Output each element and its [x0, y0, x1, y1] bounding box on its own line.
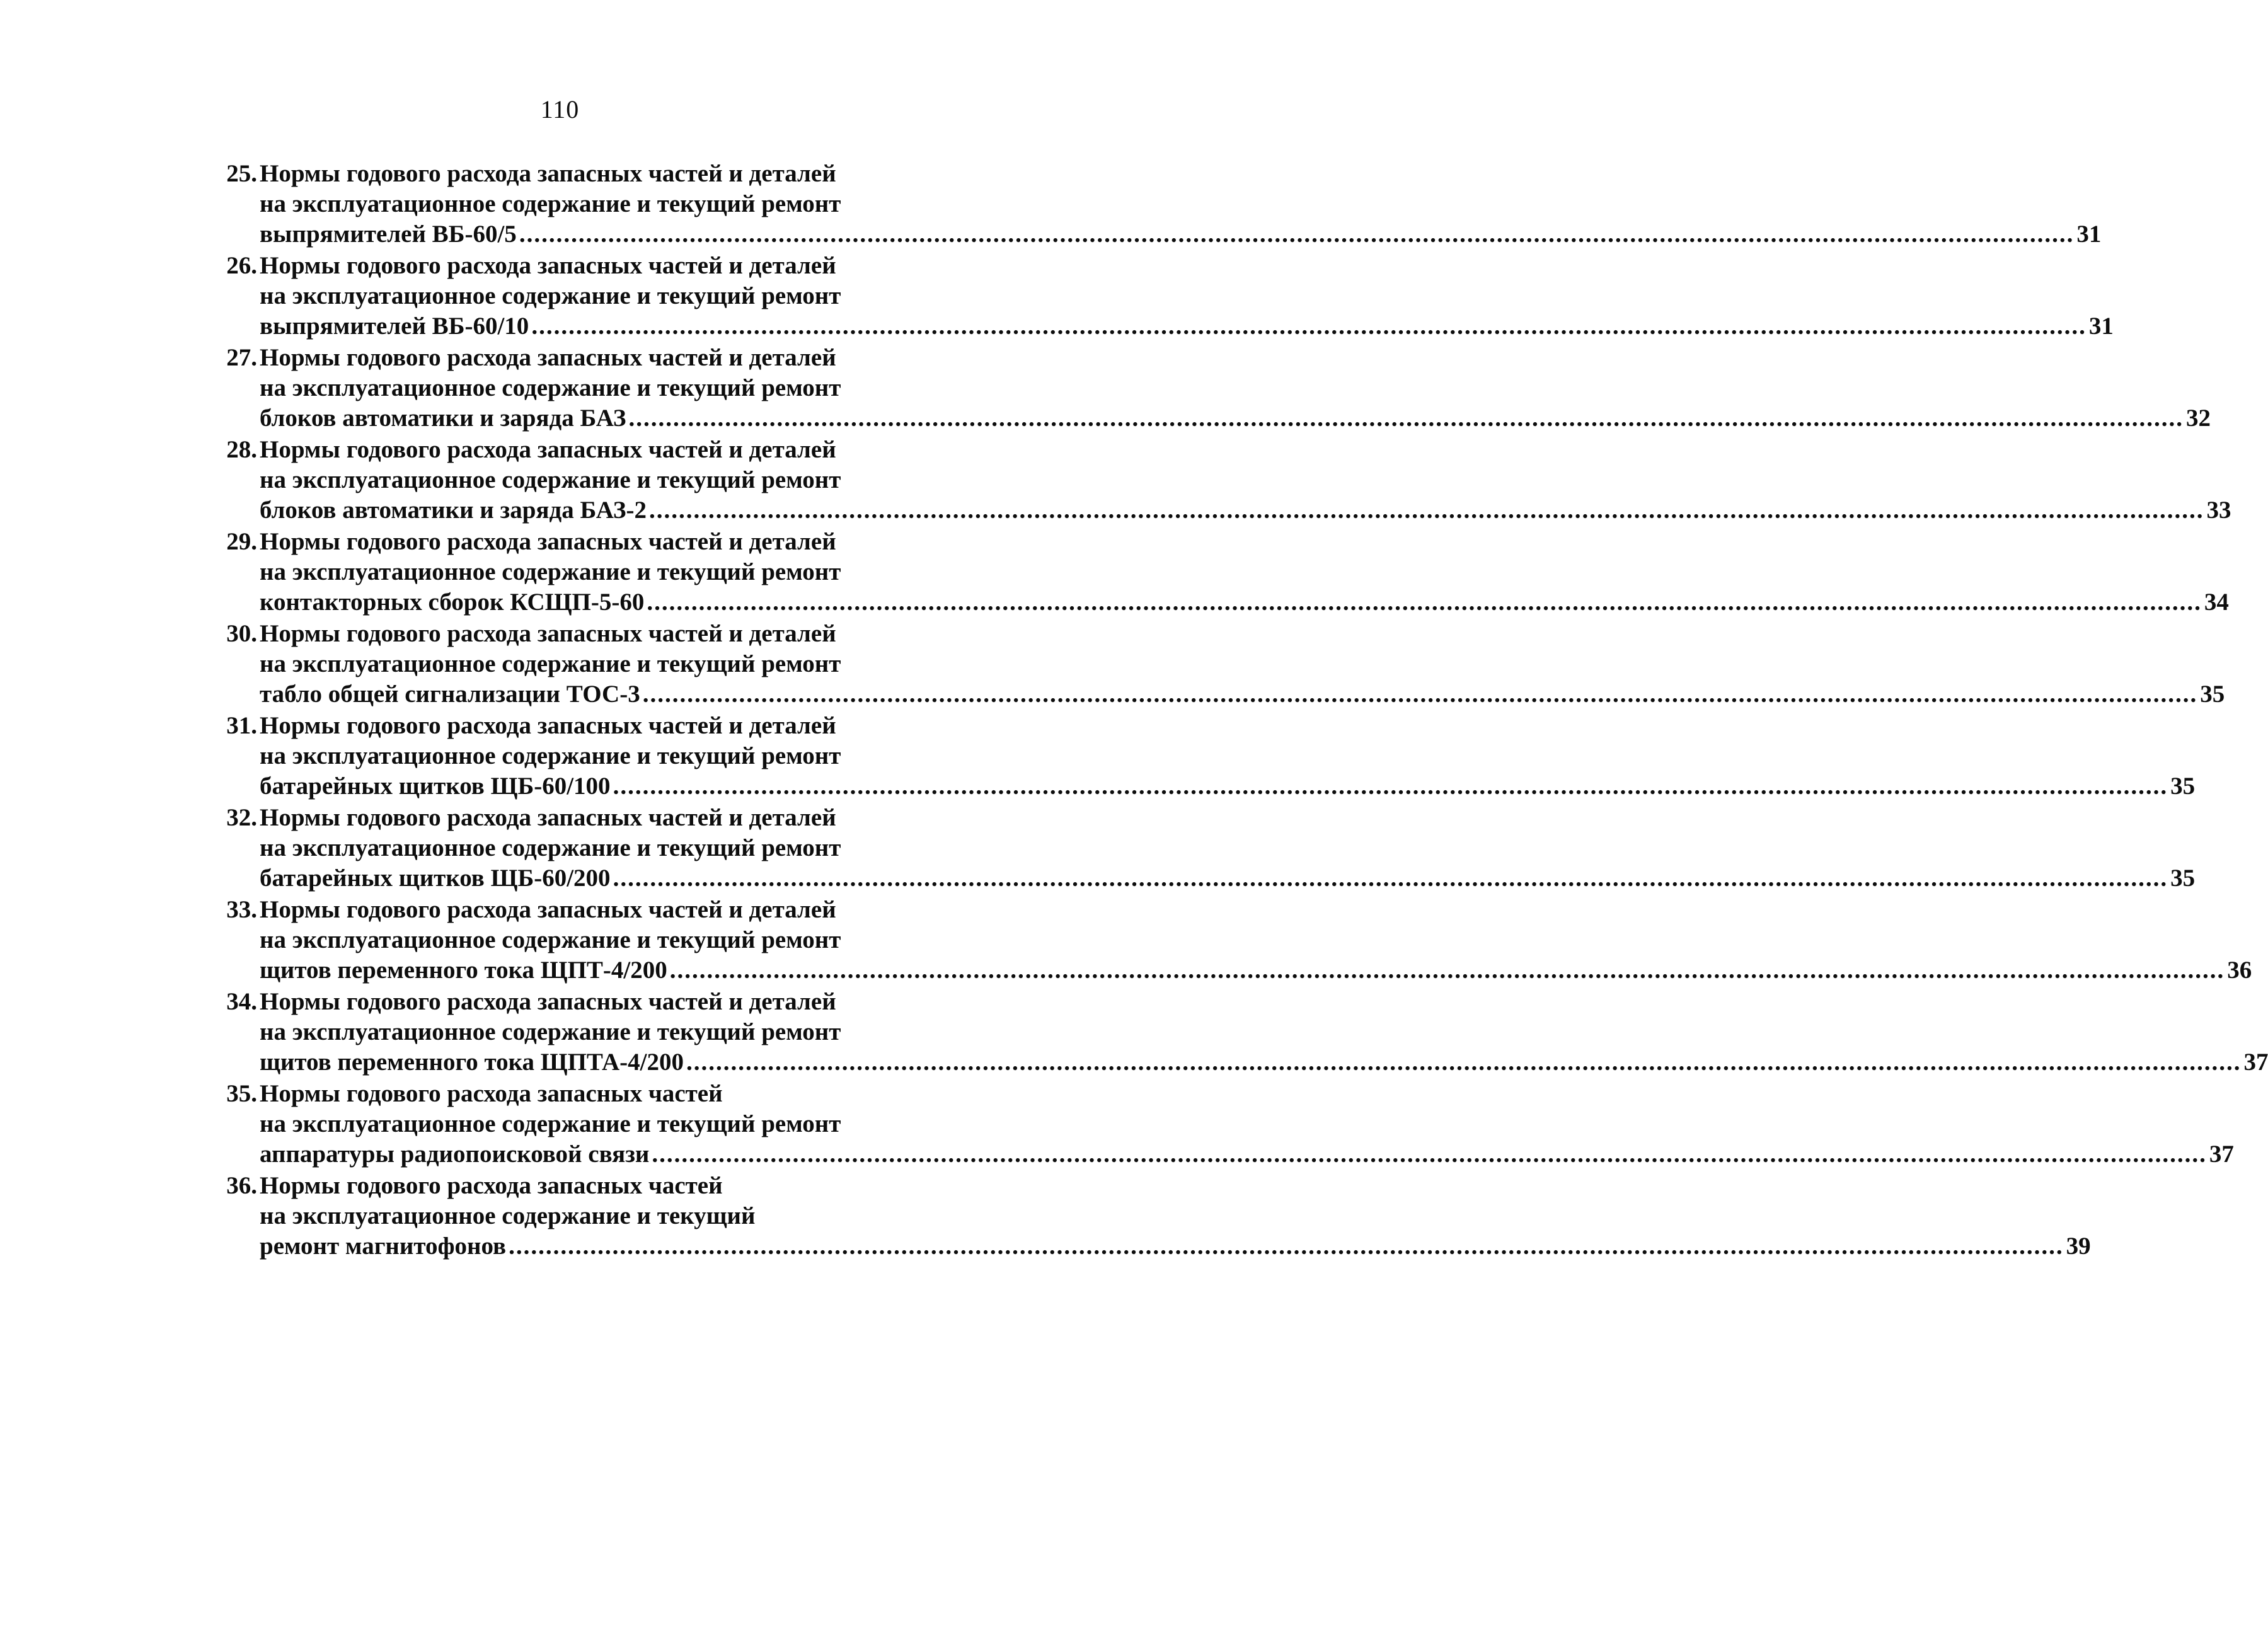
toc-entry-title-last: ремонт магнитофонов	[260, 1233, 507, 1260]
toc-entry-page: 33	[2206, 497, 2231, 524]
toc-entry	[226, 527, 2229, 618]
toc-entry-title-line: Нормы годового расхода запасных частей и деталей	[260, 804, 836, 831]
toc-leader-dots	[629, 403, 2184, 434]
toc-entry-last-line	[260, 311, 2114, 342]
toc-entry-title-line: на эксплуатационное содержание и текущий ремонт	[260, 190, 841, 217]
page-number: 110	[540, 95, 580, 124]
toc-entry-title-line: Нормы годового расхода запасных частей	[260, 1172, 723, 1199]
toc-entry-number: 29.	[226, 528, 257, 555]
toc-leader-dots	[613, 771, 2168, 802]
toc-entry-title-line: Нормы годового расхода запасных частей и деталей	[260, 712, 836, 739]
toc-entry-body	[260, 711, 2195, 802]
toc-entry-number: 25.	[226, 160, 257, 187]
toc-entry-title-line: Нормы годового расхода запасных частей и деталей	[260, 344, 836, 371]
toc-entry-last-line	[260, 1139, 2234, 1170]
toc-entry-title-last: табло общей сигнализации ТОС-3	[260, 681, 640, 708]
toc-entry	[226, 343, 2211, 434]
toc-entry-body	[260, 251, 2114, 342]
toc-entry-title-last: блоков автоматики и заряда БАЗ-2	[260, 497, 647, 524]
toc-entry-title-line: Нормы годового расхода запасных частей и деталей	[260, 436, 836, 463]
toc-leader-dots	[519, 219, 2075, 250]
toc-entry-page: 36	[2227, 957, 2252, 984]
toc-entry-body	[260, 803, 2195, 894]
toc-entry-title-last: щитов переменного тока ЩПТА-4/200	[260, 1049, 684, 1076]
toc-entry	[226, 435, 2231, 526]
toc-entry-body	[260, 895, 2252, 986]
toc-entry-title-last: выпрямителей ВБ-60/10	[260, 313, 529, 340]
toc-entry-number: 32.	[226, 804, 257, 831]
toc-entry-title-last: батарейных щитков ЩБ-60/100	[260, 773, 611, 800]
toc-entry-title-last: блоков автоматики и заряда БАЗ	[260, 405, 626, 432]
toc-entry-number: 28.	[226, 436, 257, 463]
toc-entry-page: 37	[2243, 1049, 2268, 1076]
toc-entry	[226, 159, 2102, 250]
toc-leader-dots	[652, 1139, 2207, 1170]
toc-leader-dots	[686, 1047, 2242, 1078]
toc-entry-title-line: Нормы годового расхода запасных частей и деталей	[260, 620, 836, 647]
toc-entry-page: 31	[2076, 221, 2102, 248]
toc-entry-last-line	[260, 679, 2225, 710]
toc-entry-title-last: батарейных щитков ЩБ-60/200	[260, 865, 611, 892]
toc-entry	[226, 619, 2225, 710]
toc-entry-number: 30.	[226, 620, 257, 647]
toc-entry-title-line: Нормы годового расхода запасных частей и деталей	[260, 528, 836, 555]
toc-entry-last-line	[260, 771, 2195, 802]
toc-entries	[226, 159, 2268, 1262]
toc-entry-number: 33.	[226, 896, 257, 923]
toc-entry-last-line	[260, 403, 2211, 434]
toc-entry-last-line	[260, 587, 2229, 618]
toc-leader-dots	[647, 587, 2202, 618]
toc-entry	[226, 1171, 2091, 1262]
toc-entry-title-line: Нормы годового расхода запасных частей	[260, 1080, 723, 1107]
toc-entry-last-line	[260, 1047, 2268, 1078]
toc-entry-title-line: на эксплуатационное содержание и текущий ремонт	[260, 466, 841, 493]
toc-entry-last-line	[260, 1231, 2091, 1262]
toc-entry-page: 39	[2066, 1233, 2091, 1260]
toc-leader-dots	[531, 311, 2087, 342]
toc-entry-number: 34.	[226, 988, 257, 1015]
toc-entry-title-line: на эксплуатационное содержание и текущий ремонт	[260, 926, 841, 953]
toc-entry-number: 31.	[226, 712, 257, 739]
toc-entry-number: 27.	[226, 344, 257, 371]
toc-entry	[226, 803, 2196, 894]
toc-entry-last-line	[260, 863, 2195, 894]
toc-entry-body	[260, 343, 2211, 434]
toc-entry-body	[260, 987, 2268, 1078]
table-of-contents	[226, 159, 2268, 1263]
toc-entry-title-line: на эксплуатационное содержание и текущий ремонт	[260, 1018, 841, 1045]
toc-entry-page: 31	[2088, 313, 2114, 340]
toc-entry-title-line: на эксплуатационное содержание и текущий ремонт	[260, 742, 841, 769]
toc-entry-number: 36.	[226, 1172, 257, 1199]
toc-entry-body	[260, 527, 2229, 618]
toc-entry-title-line: на эксплуатационное содержание и текущий	[260, 1202, 756, 1229]
toc-entry-title-line: Нормы годового расхода запасных частей и деталей	[260, 252, 836, 279]
toc-entry-body	[260, 1079, 2234, 1170]
toc-leader-dots	[670, 955, 2225, 986]
toc-leader-dots	[643, 679, 2198, 710]
toc-entry-body	[260, 435, 2231, 526]
toc-entry-last-line	[260, 495, 2231, 526]
toc-entry-title-line: на эксплуатационное содержание и текущий ремонт	[260, 282, 841, 309]
toc-entry-title-last: контакторных сборок КСЩП-5-60	[260, 589, 645, 616]
toc-entry-number: 35.	[226, 1080, 257, 1107]
toc-entry-page: 35	[2170, 865, 2196, 892]
toc-entry	[226, 895, 2252, 986]
toc-entry-title-last: аппаратуры радиопоисковой связи	[260, 1141, 650, 1168]
toc-entry-title-line: на эксплуатационное содержание и текущий ремонт	[260, 650, 841, 677]
toc-leader-dots	[613, 863, 2168, 894]
toc-entry-title-line: на эксплуатационное содержание и текущий ремонт	[260, 374, 841, 401]
toc-entry-body	[260, 619, 2225, 710]
toc-entry-title-line: на эксплуатационное содержание и текущий ремонт	[260, 834, 841, 861]
toc-leader-dots	[649, 495, 2204, 526]
toc-entry-page: 32	[2186, 405, 2211, 432]
toc-entry-body	[260, 1171, 2091, 1262]
toc-entry-title-line: Нормы годового расхода запасных частей и деталей	[260, 896, 836, 923]
toc-entry-page: 35	[2170, 773, 2196, 800]
toc-entry-title-last: выпрямителей ВБ-60/5	[260, 221, 517, 248]
toc-entry-page: 34	[2204, 589, 2229, 616]
toc-entry	[226, 987, 2268, 1078]
toc-entry-title-line: Нормы годового расхода запасных частей и деталей	[260, 160, 836, 187]
toc-entry-page: 37	[2209, 1141, 2234, 1168]
toc-entry-title-line: Нормы годового расхода запасных частей и деталей	[260, 988, 836, 1015]
toc-entry-title-line: на эксплуатационное содержание и текущий ремонт	[260, 558, 841, 585]
toc-entry-title-last: щитов переменного тока ЩПТ-4/200	[260, 957, 667, 984]
toc-entry-page: 35	[2200, 681, 2225, 708]
toc-entry-body	[260, 159, 2101, 250]
toc-entry	[226, 711, 2196, 802]
toc-entry-number: 26.	[226, 252, 257, 279]
toc-entry-last-line	[260, 219, 2101, 250]
toc-entry-title-line: на эксплуатационное содержание и текущий ремонт	[260, 1110, 841, 1137]
toc-leader-dots	[509, 1231, 2064, 1262]
toc-entry	[226, 251, 2114, 342]
toc-entry-last-line	[260, 955, 2252, 986]
toc-entry	[226, 1079, 2234, 1170]
